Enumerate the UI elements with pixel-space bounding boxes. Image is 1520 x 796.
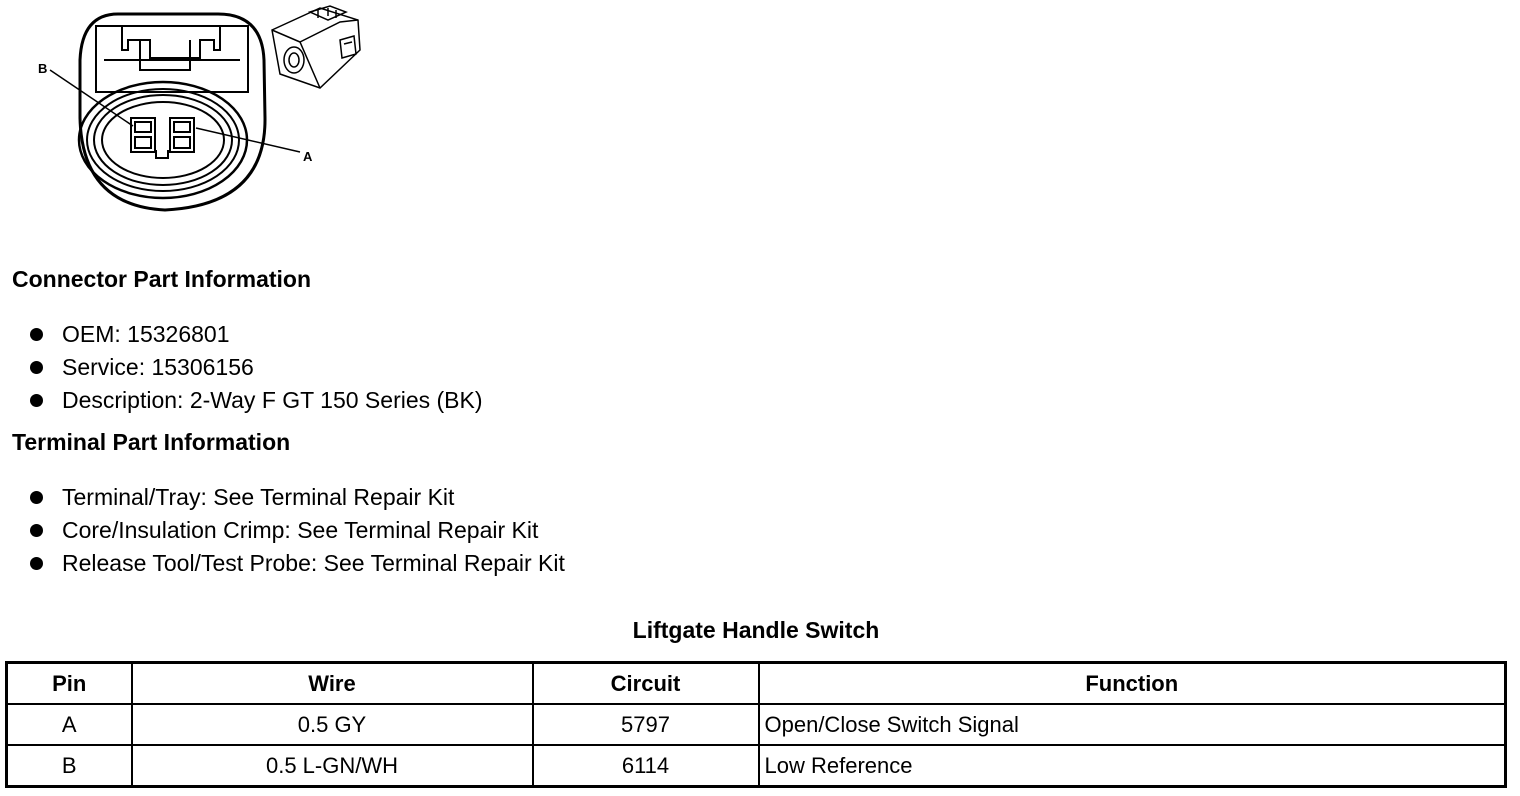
- connector-isometric-view: [272, 6, 360, 88]
- cell-wire: 0.5 L-GN/WH: [132, 745, 533, 787]
- list-item: OEM: 15326801: [28, 318, 483, 351]
- bullet-icon: [30, 557, 43, 570]
- cell-pin: A: [7, 704, 132, 745]
- column-header-pin: Pin: [7, 663, 132, 705]
- pin-label-b: B: [38, 61, 48, 76]
- list-item: Core/Insulation Crimp: See Terminal Repair Kit: [28, 514, 565, 547]
- cell-function: Open/Close Switch Signal: [759, 704, 1506, 745]
- list-item: Release Tool/Test Probe: See Terminal Repair Kit: [28, 547, 565, 580]
- table-header-row: [7, 663, 1506, 705]
- table-title: Liftgate Handle Switch: [632, 617, 880, 643]
- cell-circuit: 6114: [533, 745, 759, 787]
- connector-info-heading: Connector Part Information: [12, 266, 312, 292]
- connector-face-diagram: [0, 0, 380, 220]
- connector-info-list: [28, 318, 483, 417]
- pinout-table: [5, 661, 1507, 788]
- terminal-info-list: [28, 481, 565, 580]
- table-row: [7, 704, 1506, 745]
- terminal-info-heading: Terminal Part Information: [12, 429, 291, 455]
- bullet-icon: [30, 491, 43, 504]
- bullet-icon: [30, 361, 43, 374]
- cell-wire: 0.5 GY: [132, 704, 533, 745]
- connector-seal-ring-outer: [79, 82, 247, 198]
- cell-circuit: 5797: [533, 704, 759, 745]
- list-item: Terminal/Tray: See Terminal Repair Kit: [28, 481, 565, 514]
- column-header-function: Function: [759, 663, 1506, 705]
- leader-line-a: [196, 128, 300, 152]
- pin-label-a: A: [303, 149, 313, 164]
- bullet-icon: [30, 394, 43, 407]
- bullet-icon: [30, 524, 43, 537]
- column-header-wire: Wire: [132, 663, 533, 705]
- table-row: [7, 745, 1506, 787]
- bullet-icon: [30, 328, 43, 341]
- cell-pin: B: [7, 745, 132, 787]
- cell-function: Low Reference: [759, 745, 1506, 787]
- list-item: Description: 2-Way F GT 150 Series (BK): [28, 384, 483, 417]
- list-item: Service: 15306156: [28, 351, 483, 384]
- column-header-circuit: Circuit: [533, 663, 759, 705]
